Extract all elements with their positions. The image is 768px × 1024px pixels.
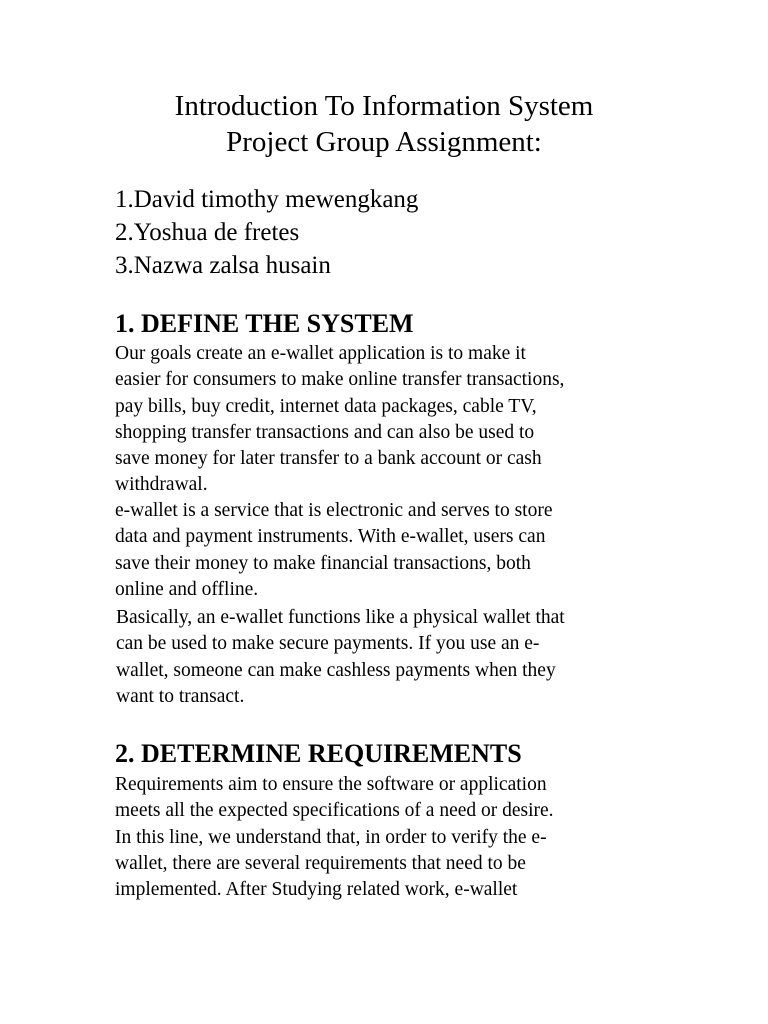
paragraph-line: Basically, an e-wallet functions like a physical wallet that (116, 607, 565, 628)
paragraph-line: implemented. After Studying related work, e-wallet (115, 879, 518, 901)
paragraph-line: online and offline. (115, 578, 259, 600)
paragraph-line: wallet, there are several requirements that need to be (115, 852, 526, 874)
paragraph-line: save money for later transfer to a bank account or cash (115, 448, 542, 470)
paragraph-line: data and payment instruments. With e-wallet, users can (115, 526, 546, 548)
paragraph (115, 772, 554, 903)
paragraph-line: In this line, we understand that, in order to verify the e- (115, 826, 547, 848)
document-title (0, 88, 768, 160)
paragraph-line: meets all the expected specifications of a need or desire. (115, 800, 554, 822)
member-item: 3.Nazwa zalsa husain (115, 252, 331, 279)
paragraph-line: can be used to make secure payments. If you use an e- (116, 633, 540, 655)
paragraph-line: shopping transfer transactions and can also be used to (115, 421, 535, 443)
member-list (115, 183, 418, 282)
paragraph-line: withdrawal. (115, 474, 208, 496)
member-item: 1.David timothy mewengkang (115, 186, 419, 213)
paragraph-line: easier for consumers to make online transfer transactions, (115, 369, 565, 391)
paragraph (115, 341, 564, 499)
paragraph-line: want to transact. (116, 685, 245, 707)
paragraph (116, 605, 565, 710)
title-line-2: Project Group Assignment: (226, 126, 542, 158)
member-item: 2.Yoshua de fretes (115, 219, 300, 246)
title-line-1: Introduction To Information System (174, 90, 594, 122)
paragraph-line: wallet, someone can make cashless payments when they (116, 659, 556, 681)
paragraph-line: save their money to make financial transactions, both (115, 552, 531, 574)
paragraph-line: e-wallet is a service that is electronic and serves to store (115, 500, 553, 521)
paragraph-line: Requirements aim to ensure the software or application (115, 774, 547, 795)
paragraph (115, 498, 553, 603)
section-heading-determine-requirements: 2. DETERMINE REQUIREMENTS (115, 739, 522, 768)
paragraph-line: Our goals create an e-wallet application is to make it (115, 343, 526, 364)
section-heading-define-system: 1. DEFINE THE SYSTEM (115, 309, 414, 338)
paragraph-line: pay bills, buy credit, internet data packages, cable TV, (115, 395, 537, 417)
